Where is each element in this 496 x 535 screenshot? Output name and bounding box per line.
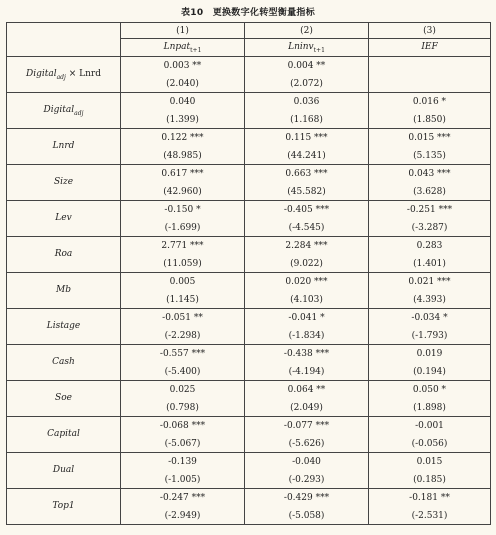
coefficient-cell: 0.040: [121, 93, 245, 112]
coefficient-cell: 0.617 ***: [121, 165, 245, 184]
coefficient-cell: 0.050 *: [369, 381, 491, 400]
t-statistic-cell: (2.072): [245, 75, 369, 93]
t-statistic-cell: [369, 75, 491, 93]
t-statistic-cell: (-1.834): [245, 327, 369, 345]
table-row: [7, 129, 491, 148]
variable-name: Lnrd: [7, 129, 121, 165]
t-statistic-cell: (-5.058): [245, 507, 369, 525]
coefficient-cell: -0.429 ***: [245, 489, 369, 508]
table-row: [7, 165, 491, 184]
coefficient-cell: 0.122 ***: [121, 129, 245, 148]
variable-name: Capital: [7, 417, 121, 453]
variable-name: Dual: [7, 453, 121, 489]
t-statistic-cell: (1.401): [369, 255, 491, 273]
t-statistic-cell: (9.022): [245, 255, 369, 273]
t-statistic-cell: (0.185): [369, 471, 491, 489]
column-number: (3): [369, 23, 491, 39]
coefficient-cell: 0.019: [369, 345, 491, 364]
variable-name: Top1: [7, 489, 121, 525]
t-statistic-cell: (4.103): [245, 291, 369, 309]
t-statistic-cell: (44.241): [245, 147, 369, 165]
variable-name: Mb: [7, 273, 121, 309]
t-statistic-cell: (45.582): [245, 183, 369, 201]
coefficient-cell: -0.557 ***: [121, 345, 245, 364]
coefficient-cell: [369, 57, 491, 76]
t-statistic-cell: (2.049): [245, 399, 369, 417]
variable-name: Digital$_{adj}$ × Lnrd: [7, 57, 121, 93]
t-statistic-cell: (-4.545): [245, 219, 369, 237]
coefficient-cell: -0.041 *: [245, 309, 369, 328]
t-statistic-cell: (-3.287): [369, 219, 491, 237]
table-row: [7, 417, 491, 436]
table-title: 表10 更换数字化转型衡量指标: [180, 8, 316, 18]
coefficient-cell: 0.015 ***: [369, 129, 491, 148]
coefficient-cell: 0.003 **: [121, 57, 245, 76]
coefficient-cell: 0.663 ***: [245, 165, 369, 184]
t-statistic-cell: (11.059): [121, 255, 245, 273]
t-statistic-cell: (-5.067): [121, 435, 245, 453]
t-statistic-cell: (-5.626): [245, 435, 369, 453]
t-statistic-cell: (2.040): [121, 75, 245, 93]
t-statistic-cell: (-2.298): [121, 327, 245, 345]
variable-name: Lev: [7, 201, 121, 237]
table-row: [7, 237, 491, 256]
table-row: [7, 57, 491, 76]
t-statistic-cell: (5.135): [369, 147, 491, 165]
table-row: [7, 273, 491, 292]
coefficient-cell: 0.005: [121, 273, 245, 292]
t-statistic-cell: (-2.531): [369, 507, 491, 525]
header-blank-cell: [7, 23, 121, 57]
coefficient-cell: -0.438 ***: [245, 345, 369, 364]
table-row: [7, 309, 491, 328]
table-row: [7, 345, 491, 364]
dependent-variable: Lnpat$_{t+1}$: [121, 39, 245, 57]
t-statistic-cell: (-2.949): [121, 507, 245, 525]
coefficient-cell: -0.051 **: [121, 309, 245, 328]
coefficient-cell: -0.181 **: [369, 489, 491, 508]
t-statistic-cell: (1.145): [121, 291, 245, 309]
coefficient-cell: 0.036: [245, 93, 369, 112]
coefficient-cell: -0.040: [245, 453, 369, 472]
t-statistic-cell: (0.798): [121, 399, 245, 417]
table-row: [7, 453, 491, 472]
t-statistic-cell: (1.898): [369, 399, 491, 417]
table-row: [7, 381, 491, 400]
header-column-numbers: [7, 23, 491, 39]
t-statistic-cell: (4.393): [369, 291, 491, 309]
coefficient-cell: -0.405 ***: [245, 201, 369, 220]
coefficient-cell: -0.077 ***: [245, 417, 369, 436]
t-statistic-cell: (-4.194): [245, 363, 369, 381]
variable-name: Listage: [7, 309, 121, 345]
dependent-variable: IEF: [369, 39, 491, 57]
table-row: [7, 489, 491, 508]
coefficient-cell: -0.251 ***: [369, 201, 491, 220]
t-statistic-cell: (-5.400): [121, 363, 245, 381]
t-statistic-cell: (-0.056): [369, 435, 491, 453]
coefficient-cell: -0.068 ***: [121, 417, 245, 436]
coefficient-cell: 2.771 ***: [121, 237, 245, 256]
variable-name: Digital$_{adj}$: [7, 93, 121, 129]
t-statistic-cell: (1.399): [121, 111, 245, 129]
t-statistic-cell: (-1.005): [121, 471, 245, 489]
coefficient-cell: 0.064 **: [245, 381, 369, 400]
t-statistic-cell: (-1.699): [121, 219, 245, 237]
variable-name: Size: [7, 165, 121, 201]
column-number: (1): [121, 23, 245, 39]
variable-name: Roa: [7, 237, 121, 273]
coefficient-cell: 2.284 ***: [245, 237, 369, 256]
dependent-variable: Lninv$_{t+1}$: [245, 39, 369, 57]
t-statistic-cell: (-0.293): [245, 471, 369, 489]
coefficient-cell: 0.283: [369, 237, 491, 256]
coefficient-cell: 0.025: [121, 381, 245, 400]
coefficient-cell: 0.016 *: [369, 93, 491, 112]
t-statistic-cell: (0.194): [369, 363, 491, 381]
coefficient-cell: 0.043 ***: [369, 165, 491, 184]
coefficient-cell: -0.139: [121, 453, 245, 472]
table-row: [7, 93, 491, 112]
coefficient-cell: -0.001: [369, 417, 491, 436]
table-row: [7, 201, 491, 220]
t-statistic-cell: (48.985): [121, 147, 245, 165]
t-statistic-cell: (3.628): [369, 183, 491, 201]
t-statistic-cell: (1.850): [369, 111, 491, 129]
coefficient-cell: -0.247 ***: [121, 489, 245, 508]
regression-table: [6, 22, 491, 525]
coefficient-cell: 0.004 **: [245, 57, 369, 76]
t-statistic-cell: (-1.793): [369, 327, 491, 345]
t-statistic-cell: (1.168): [245, 111, 369, 129]
variable-name: Cash: [7, 345, 121, 381]
t-statistic-cell: (42.960): [121, 183, 245, 201]
coefficient-cell: 0.115 ***: [245, 129, 369, 148]
coefficient-cell: -0.034 *: [369, 309, 491, 328]
column-number: (2): [245, 23, 369, 39]
coefficient-cell: -0.150 *: [121, 201, 245, 220]
coefficient-cell: 0.021 ***: [369, 273, 491, 292]
coefficient-cell: 0.020 ***: [245, 273, 369, 292]
variable-name: Soe: [7, 381, 121, 417]
coefficient-cell: 0.015: [369, 453, 491, 472]
